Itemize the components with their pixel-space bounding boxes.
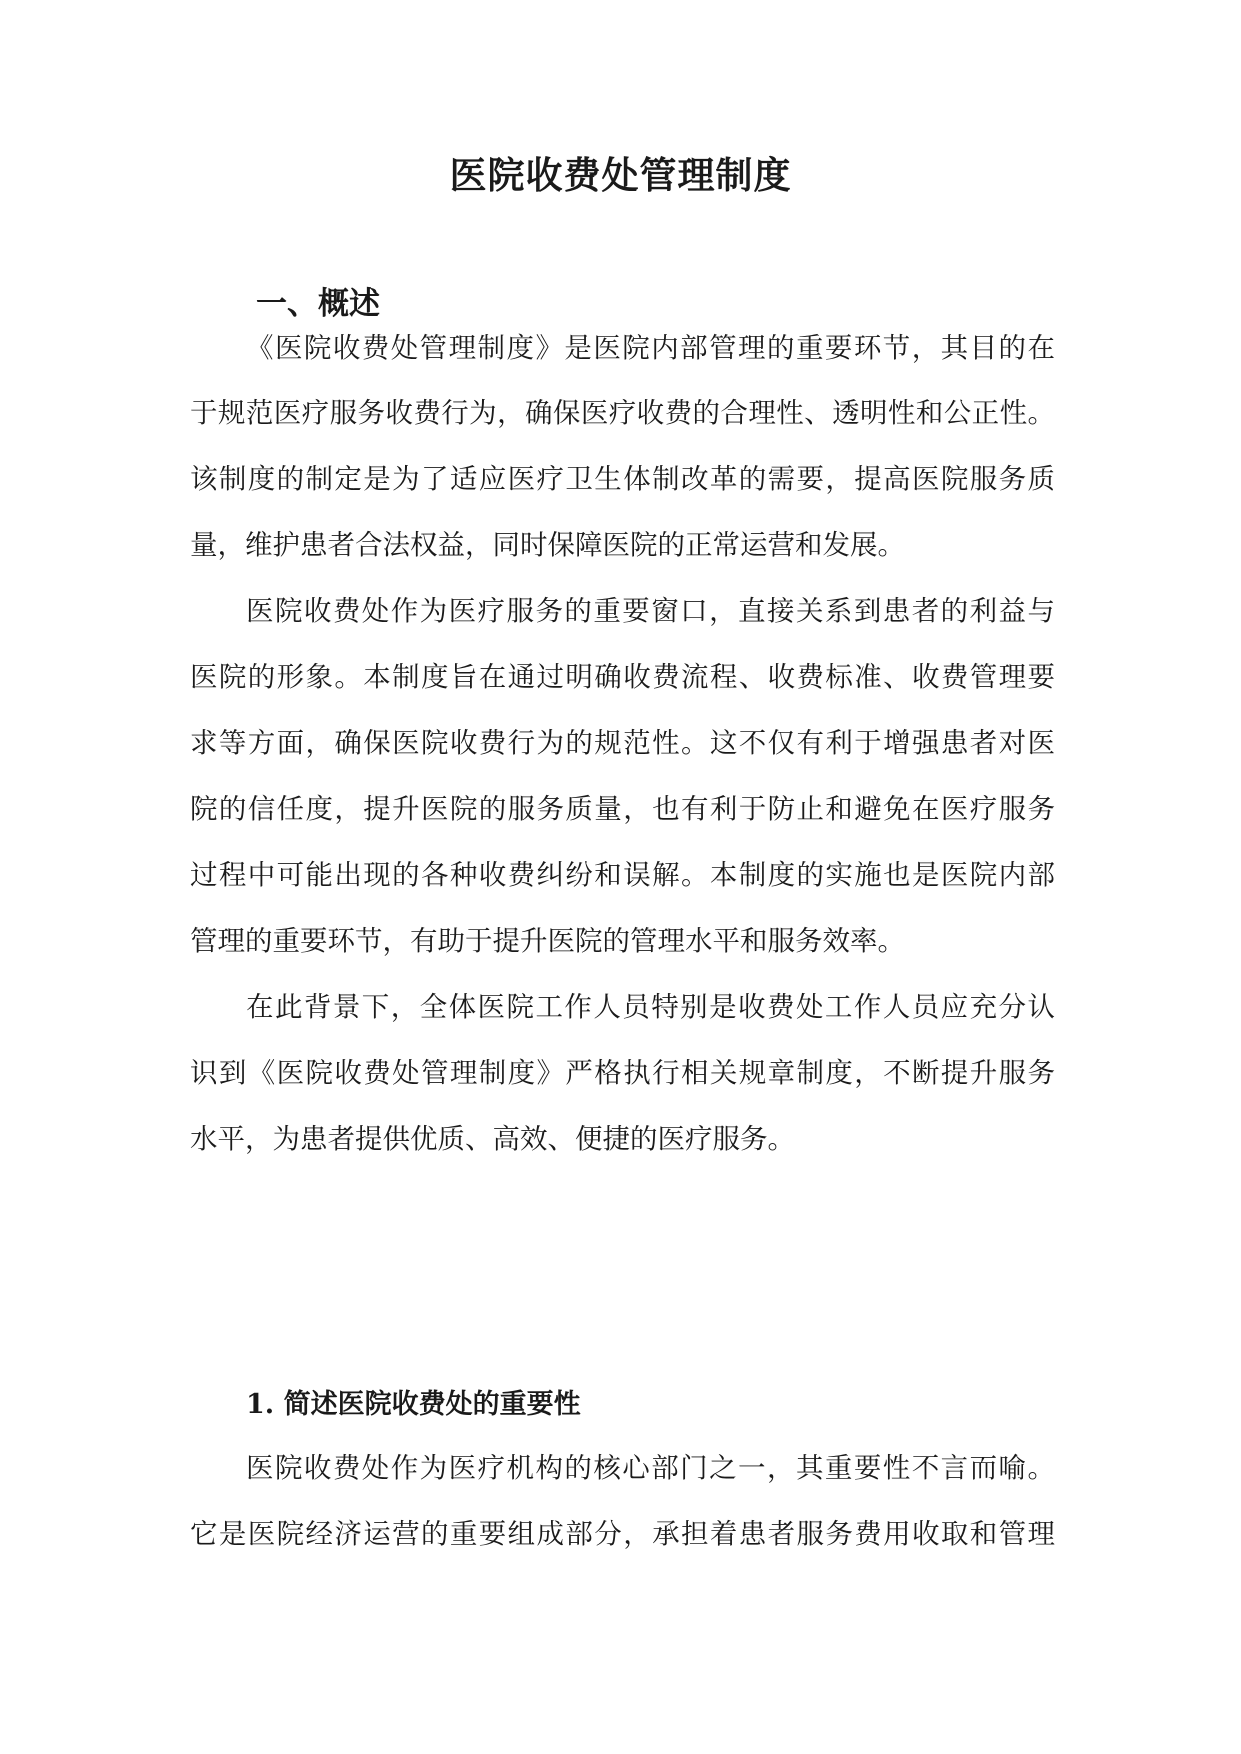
paragraph-line: 管理的重要环节，有助于提升医院的管理水平和服务效率。 <box>190 925 905 957</box>
paragraph-line: 医院收费处作为医疗机构的核心部门之一，其重要性不言而喻。 <box>246 1452 1055 1484</box>
paragraph-line: 识到《医院收费处管理制度》严格执行相关规章制度，不断提升服务 <box>190 1057 1055 1089</box>
paragraph-line: 在此背景下，全体医院工作人员特别是收费处工作人员应充分认 <box>246 991 1055 1023</box>
paragraph-line: 医院的形象。本制度旨在通过明确收费流程、收费标准、收费管理要 <box>190 661 1055 693</box>
paragraph-line: 该制度的制定是为了适应医疗卫生体制改革的需要，提高医院服务质 <box>190 463 1055 495</box>
subsection-heading-importance: 1. 简述医院收费处的重要性 <box>246 1389 581 1420</box>
paragraph-line: 院的信任度，提升医院的服务质量，也有利于防止和避免在医疗服务 <box>190 793 1055 825</box>
paragraph-line: 于规范医疗服务收费行为，确保医疗收费的合理性、透明性和公正性。 <box>190 397 1055 429</box>
section-heading-overview: 一、概述 <box>256 286 380 322</box>
paragraph-line: 过程中可能出现的各种收费纠纷和误解。本制度的实施也是医院内部 <box>190 859 1055 891</box>
document-title: 医院收费处管理制度 <box>449 153 792 197</box>
paragraph-line: 水平，为患者提供优质、高效、便捷的医疗服务。 <box>190 1123 795 1155</box>
paragraph-line: 量，维护患者合法权益，同时保障医院的正常运营和发展。 <box>190 529 905 561</box>
paragraph-line: 它是医院经济运营的重要组成部分，承担着患者服务费用收取和管理 <box>190 1518 1055 1550</box>
paragraph-line: 医院收费处作为医疗服务的重要窗口，直接关系到患者的利益与 <box>246 595 1055 627</box>
paragraph-line: 求等方面，确保医院收费行为的规范性。这不仅有利于增强患者对医 <box>190 727 1055 759</box>
paragraph-line: 《医院收费处管理制度》是医院内部管理的重要环节，其目的在 <box>246 332 1055 364</box>
